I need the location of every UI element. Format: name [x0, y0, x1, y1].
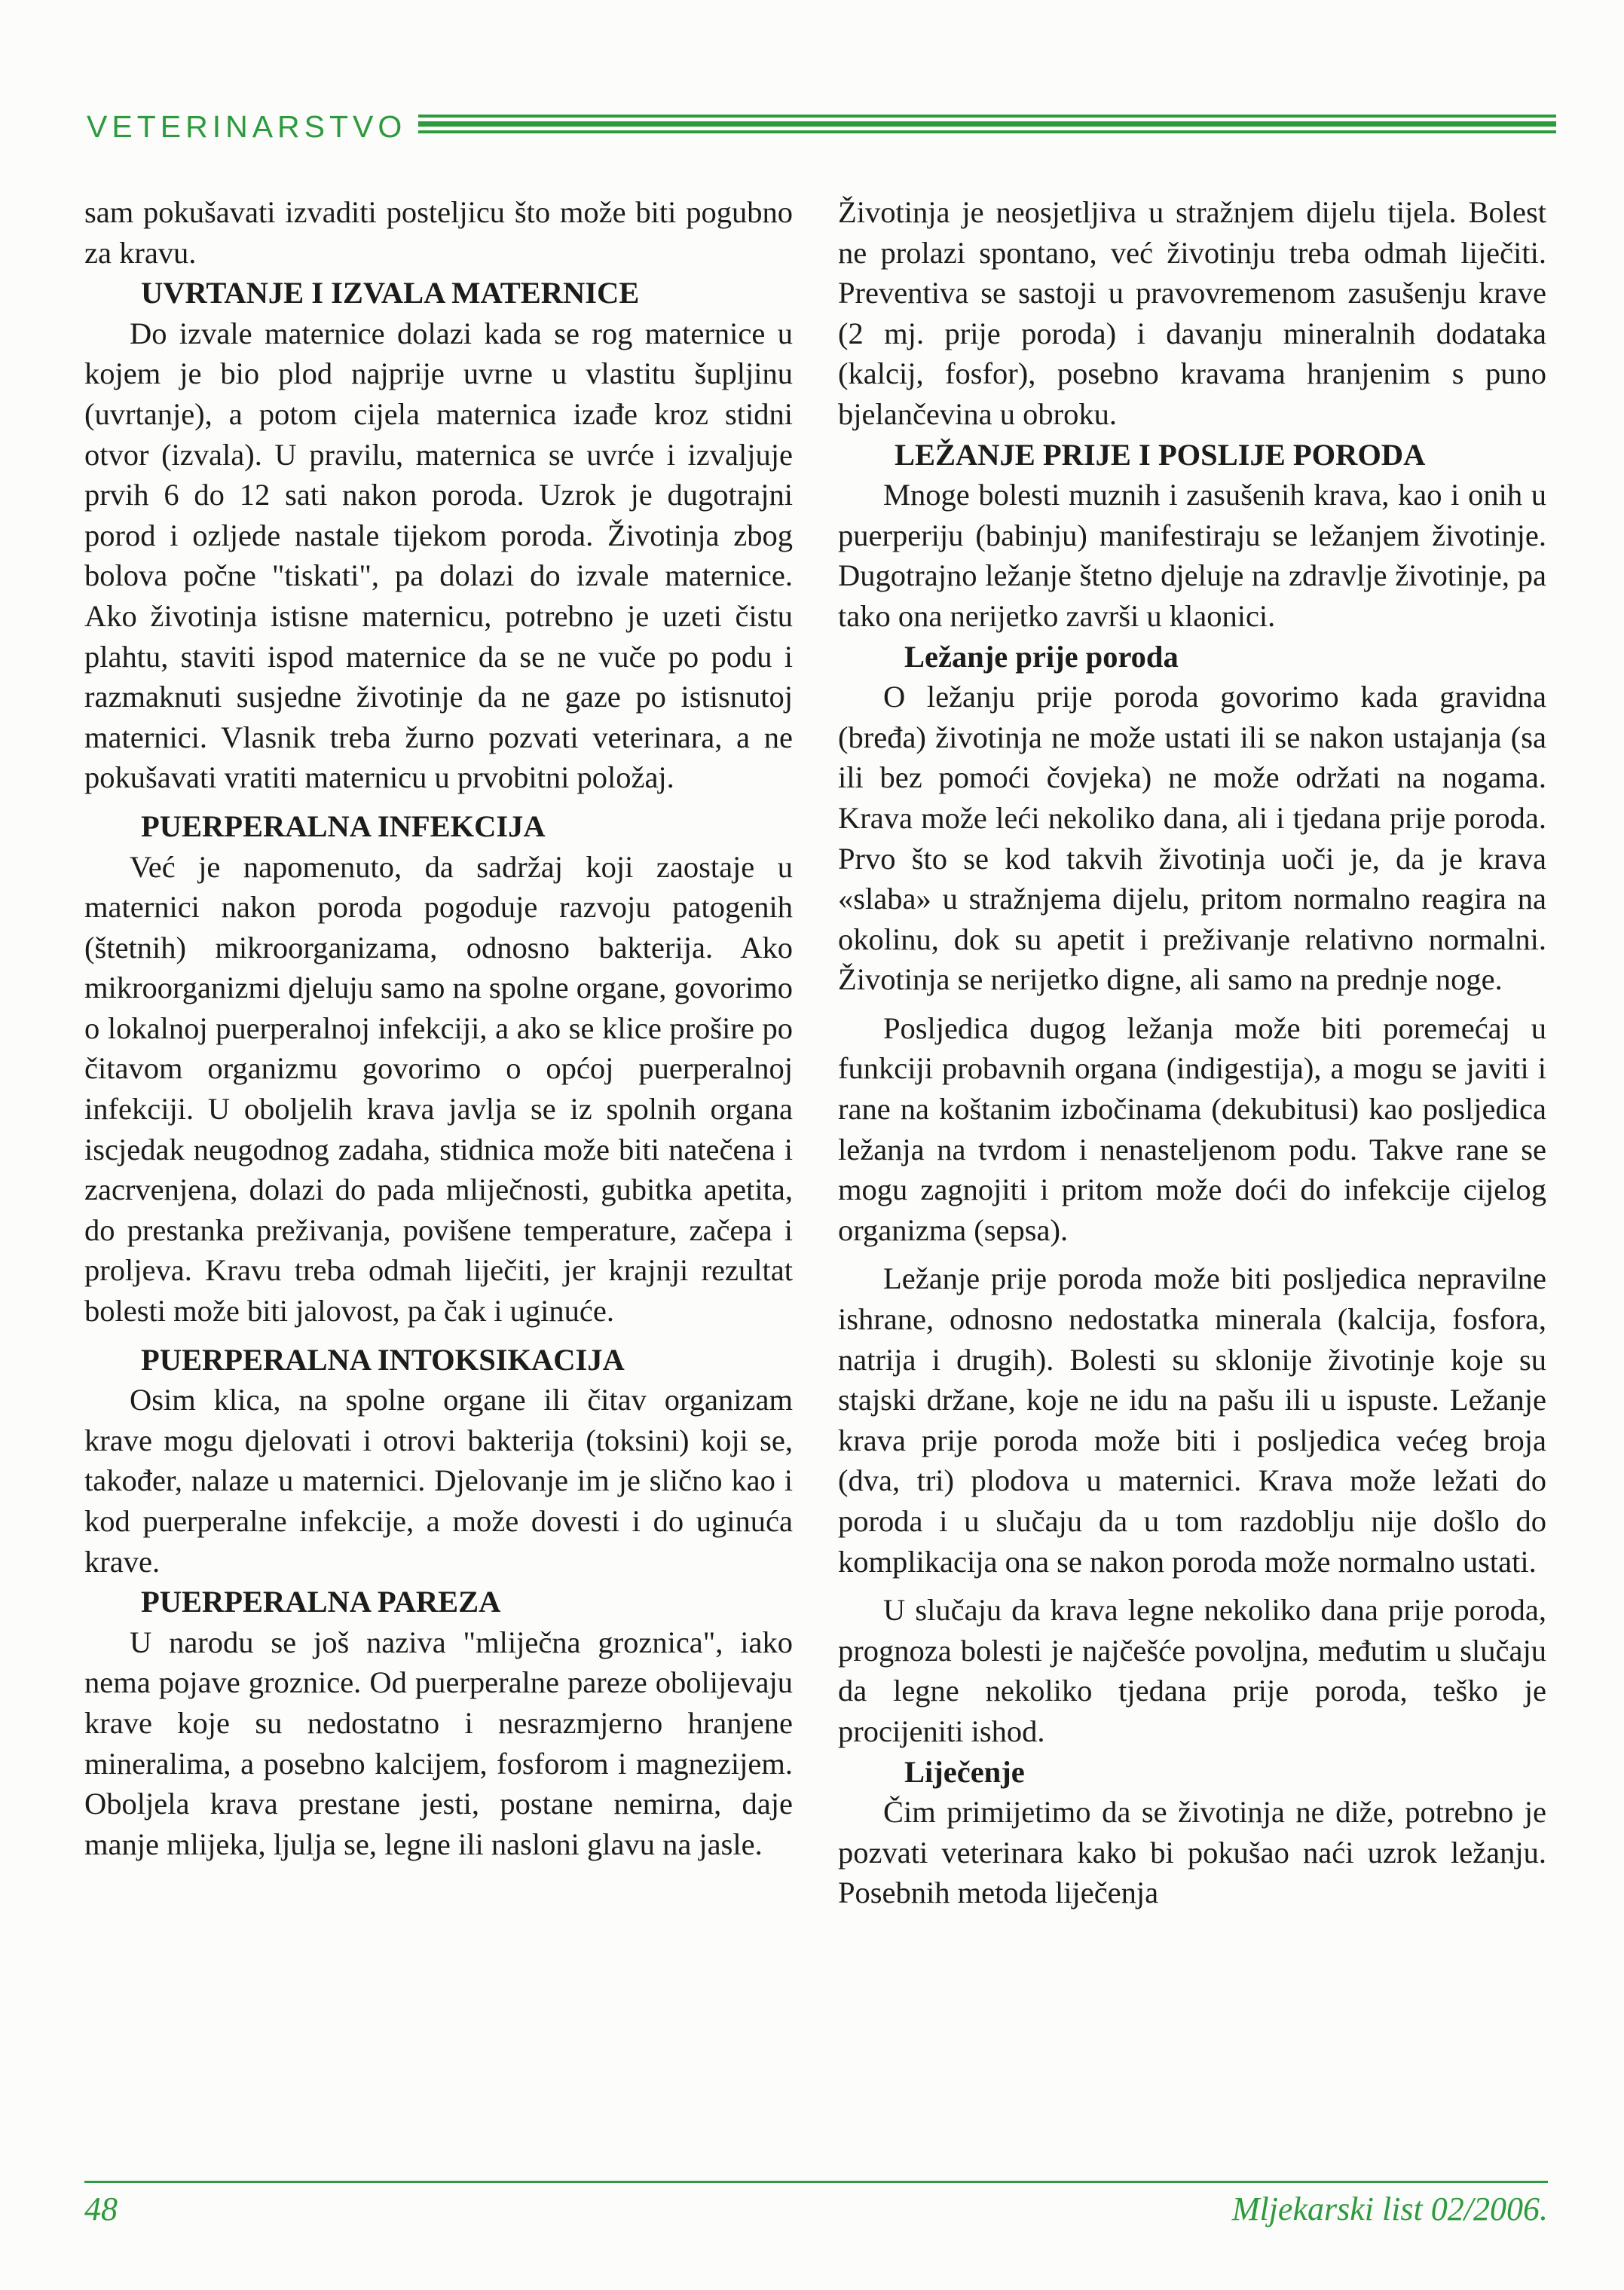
page-number: 48: [84, 2191, 118, 2227]
paragraph: Posljedica dugog ležanja može biti poremećaj u funkciji probavnih organa (indigestija), a mogu se javiti i rane na koštanim izbočinama (dekubitusi) kao posljedica ležanja na tvrdom i nenasteljenom podu. Takve rane se mogu zagnojiti i pritom može doći do infekcije cijelog organizma (sepsa).: [838, 1010, 1546, 1247]
subheading-lijecenje: Liječenje: [904, 1754, 1025, 1789]
paragraph: sam pokušavati izvaditi posteljicu što može biti pogubno za kravu.: [84, 195, 793, 270]
page-footer: [84, 2181, 1548, 2226]
paragraph: O ležanju prije poroda govorimo kada gravidna (bređa) životinja ne može ustati ili se nakon ustajanja (sa ili bez pomoći čovjeka) ne može održati na nogama. Krava može leći nekoliko dana, ali i tjedana prije poroda. Prvo što se kod takvih životinja uoči je, da je krava «slaba» u stražnjema dijelu, pritom normalno reagira na okolinu, dok su apetit i preživanje relativno normalni. Životinja se nerijetko digne, ali samo na prednje noge.: [838, 680, 1546, 997]
left-column: [84, 192, 793, 1864]
right-column: [838, 192, 1546, 1913]
subheading-prije-poroda: Ležanje prije poroda: [904, 639, 1179, 674]
paragraph: Čim primijetimo da se životinja ne diže, potrebno je pozvati veterinara kako bi pokušao naći uzrok ležanju. Posebnih metoda liječenja: [838, 1795, 1546, 1910]
paragraph: Već je napomenuto, da sadržaj koji zaostaje u maternici nakon poroda pogoduje razvoju patogenih (štetnih) mikroorganizama, odnosno bakterija. Ako mikroorganizmi djeluju samo na spolne organe, govorimo o lokalnoj puerperalnoj infekciji, a ako se klice prošire po čitavom organizmu govorimo o općoj puerperalnoj infekciji. U oboljelih krava javlja se iz spolnih organa iscjedak neugodnog zadaha, stidnica može biti natečena i zacrvenjena, dolazi do pada mliječnosti, gubitka apetita, do prestanka preživanja, povišene temperature, začepa i proljeva. Kravu treba odmah liječiti, jer krajnji rezultat bolesti može biti jalovost, pa čak i uginuće.: [84, 849, 793, 1328]
header-rule-line: [418, 115, 1556, 118]
header-rule: [418, 115, 1556, 137]
page-header: [87, 104, 1556, 149]
journal-title: Mljekarski list 02/2006.: [1231, 2191, 1548, 2227]
heading-infekcija: PUERPERALNA INFEKCIJA: [141, 809, 546, 843]
header-rule-line: [418, 121, 1556, 127]
paragraph: Ležanje prije poroda može biti posljedica nepravilne ishrane, odnosno nedostatka minerala (kalcija, fosfora, natrija i drugih). Bolesti su sklonije životinje koje su stajski držane, koje ne idu na pašu ili u ispuste. Ležanje krava prije poroda može biti i posljedica većeg broja (dva, tri) plodova u maternici. Krava može ležati do poroda i u slučaju da u tom razdoblju nije došlo do komplikacija ona se nakon poroda može normalno ustati.: [838, 1261, 1546, 1579]
heading-uvrtanje: UVRTANJE I IZVALA MATERNICE: [141, 276, 640, 310]
paragraph: U narodu se još naziva "mliječna groznica", iako nema pojave groznice. Od puerperalne pareze obolijevaju krave koje su nedostatno i nesrazmjerno hranjene mineralima, a posebno kalcijem, fosforom i magnezijem. Oboljela krava prestane jesti, postane nemirna, daje manje mlijeka, ljulja se, legne ili nasloni glavu na jasle.: [84, 1625, 793, 1861]
heading-pareza: PUERPERALNA PAREZA: [141, 1585, 501, 1619]
heading-lezanje: LEŽANJE PRIJE I POSLIJE PORODA: [895, 437, 1426, 472]
paragraph: Do izvale maternice dolazi kada se rog maternice u kojem je bio plod najprije uvrne u vlastitu šupljinu (uvrtanje), a potom cijela maternica izađe kroz stidni otvor (izvala). U pravilu, maternica se uvrće i izvaljuje prvih 6 do 12 sati nakon poroda. Uzrok je dugotrajni porod i ozljede nastale tijekom poroda. Životinja zbog bolova počne "tiskati", pa dolazi do izvale maternice. Ako životinja istisne maternicu, potrebno je uzeti čistu plahtu, staviti ispod maternice da se ne vuče po podu i razmaknuti susjedne životinje da ne gaze po istisnutoj maternici. Vlasnik treba žurno pozvati veterinara, a ne pokušavati vratiti maternicu u prvobitni položaj.: [84, 316, 793, 795]
footer-rule: [84, 2181, 1548, 2183]
paragraph: Mnoge bolesti muznih i zasušenih krava, kao i onih u puerperiju (babinju) manifestiraju se ležanjem životinje. Dugotrajno ležanje štetno djeluje na zdravlje životinje, pa tako ona nerijetko završi u klaonici.: [838, 478, 1546, 633]
header-rule-line: [418, 130, 1556, 133]
paragraph: Osim klica, na spolne organe ili čitav organizam krave mogu djelovati i otrovi bakterija (toksini) koji se, također, nalaze u maternici. Djelovanje im je slično kao i kod puerperalne infekcije, a može dovesti i do uginuća krave.: [84, 1383, 793, 1579]
paragraph: U slučaju da krava legne nekoliko dana prije poroda, prognoza bolesti je najčešće povoljna, međutim u slučaju da legne nekoliko tjedana prije poroda, teško je procijeniti ishod.: [838, 1593, 1546, 1748]
heading-intoksikacija: PUERPERALNA INTOKSIKACIJA: [141, 1342, 625, 1377]
section-label: VETERINARSTVO: [87, 109, 407, 144]
paragraph: Životinja je neosjetljiva u stražnjem dijelu tijela. Bolest ne prolazi spontano, već životinju treba odmah liječiti. Preventiva se sastoji u pravovremenom zasušenju krave (2 mj. prije poroda) i davanju mineralnih dodataka (kalcij, fosfor), posebno kravama hranjenim s puno bjelančevina u obroku.: [838, 195, 1546, 431]
